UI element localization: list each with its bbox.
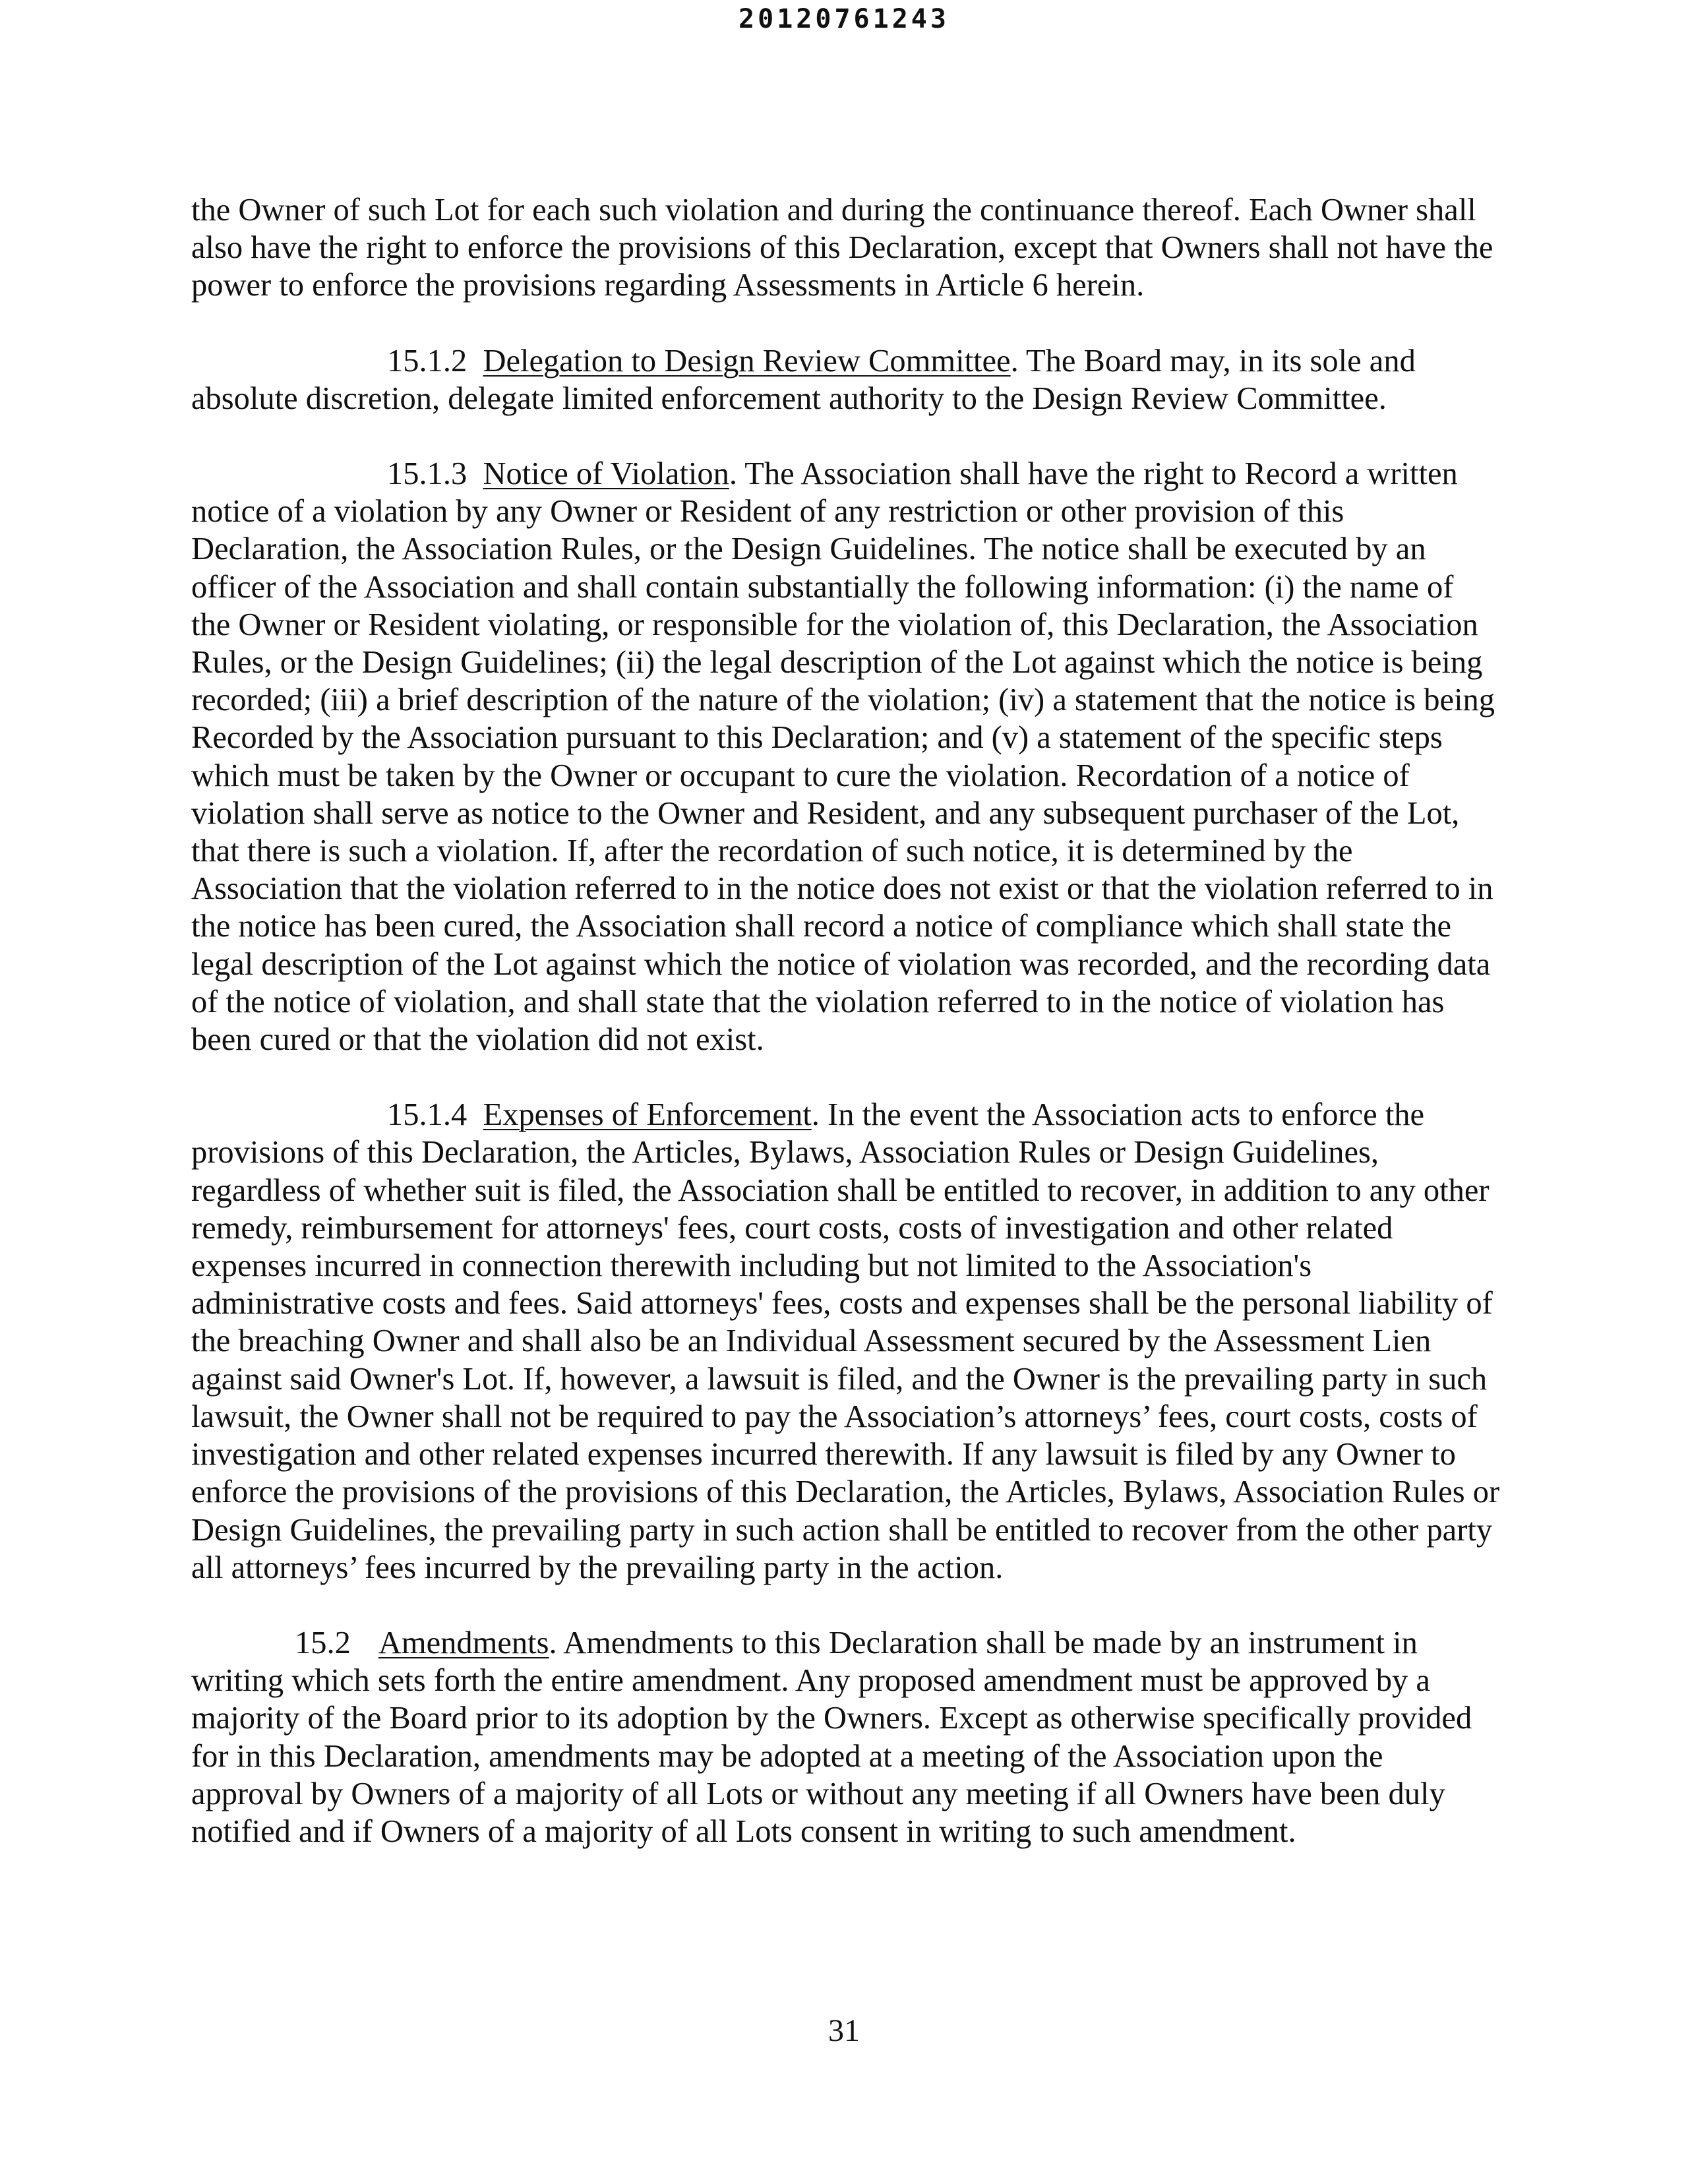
section-15-2 xyxy=(191,1624,1500,1850)
section-15-1-2 xyxy=(191,342,1500,417)
section-number: 15.1.2 xyxy=(387,343,467,379)
paragraph-text: the Owner of such Lot for each such violation and during the continuance thereof. Each Owner shall also have the right to enforce the provisions of this Declaration, except that Owners shall not have the power to enforce the provisions regarding Assessments in Article 6 herein. xyxy=(191,193,1493,303)
section-heading: Expenses of Enforcement xyxy=(483,1097,812,1133)
paragraph-continuation xyxy=(191,191,1500,305)
section-text: . The Board may, in its sole and absolute discretion, delegate limited enforcement authority to the Design Review Committee. xyxy=(191,343,1416,416)
section-number: 15.1.3 xyxy=(387,456,467,492)
section-heading: Notice of Violation xyxy=(483,456,729,492)
document-body xyxy=(191,191,1500,1888)
section-number: 15.1.4 xyxy=(387,1097,467,1133)
section-15-1-4 xyxy=(191,1096,1500,1587)
section-heading: Delegation to Design Review Committee xyxy=(483,343,1011,379)
section-text: . The Association shall have the right to Record a written notice of a violation by any Owner or Resident of any restriction or other provision of this Declaration, the Association Rules, or the Design Guidelines. The notice shall be executed by an officer of the Association and shall contain substantially the following information: (i) the name of the Owner or Resident violating, or responsible for the violation of, this Declaration, the Association Rules, or the Design Guidelines; (ii) the legal description of the Lot against which the notice is being recorded; (iii) a brief description of the nature of the violation; (iv) a statement that the notice is being Recorded by the Association pursuant to this Declaration; and (v) a statement of the specific steps which must be taken by the Owner or occupant to cure the violation. Recordation of a notice of violation shall serve as notice to the Owner and Resident, and any subsequent purchaser of the Lot, that there is such a violation. If, after the recordation of such notice, it is determined by the Association that the violation referred to in the notice does not exist or that the violation referred to in the notice has been cured, the Association shall record a notice of compliance which shall state the legal description of the Lot against which the notice of violation was recorded, and the recording data of the notice of violation, and shall state that the violation referred to in the notice of violation has been cured or that the violation did not exist. xyxy=(191,456,1495,1058)
section-15-1-3 xyxy=(191,455,1500,1058)
section-text: . In the event the Association acts to enforce the provisions of this Declaration, the Articles, Bylaws, Association Rules or Design Guidelines, regardless of whether suit is filed, the Association shall be entitled to recover, in addition to any other remedy, reimbursement for attorneys' fees, court costs, costs of investigation and other related expenses incurred in connection therewith including but not limited to the Association's administrative costs and fees. Said attorneys' fees, costs and expenses shall be the personal liability of the breaching Owner and shall also be an Individual Assessment secured by the Assessment Lien against said Owner's Lot. If, however, a lawsuit is filed, and the Owner is the prevailing party in such lawsuit, the Owner shall not be required to pay the Association’s attorneys’ fees, court costs, costs of investigation and other related expenses incurred therewith. If any lawsuit is filed by any Owner to enforce the provisions of the provisions of this Declaration, the Articles, Bylaws, Association Rules or Design Guidelines, the prevailing party in such action shall be entitled to recover from the other party all attorneys’ fees incurred by the prevailing party in the action. xyxy=(191,1097,1500,1585)
document-number: 20120761243 xyxy=(738,4,950,34)
page-number: 31 xyxy=(828,2013,860,2048)
section-heading: Amendments xyxy=(378,1625,549,1660)
section-text: . Amendments to this Declaration shall be made by an instrument in writing which sets forth the entire amendment. Any proposed amendment must be approved by a majority of the Board prior to its adoption by the Owners. Except as otherwise specifically provided for in this Declaration, amendments may be adopted at a meeting of the Association upon the approval by Owners of a majority of all Lots or without any meeting if all Owners have been duly notified and if Owners of a majority of all Lots consent in writing to such amendment. xyxy=(191,1625,1472,1849)
section-number: 15.2 xyxy=(295,1625,351,1660)
